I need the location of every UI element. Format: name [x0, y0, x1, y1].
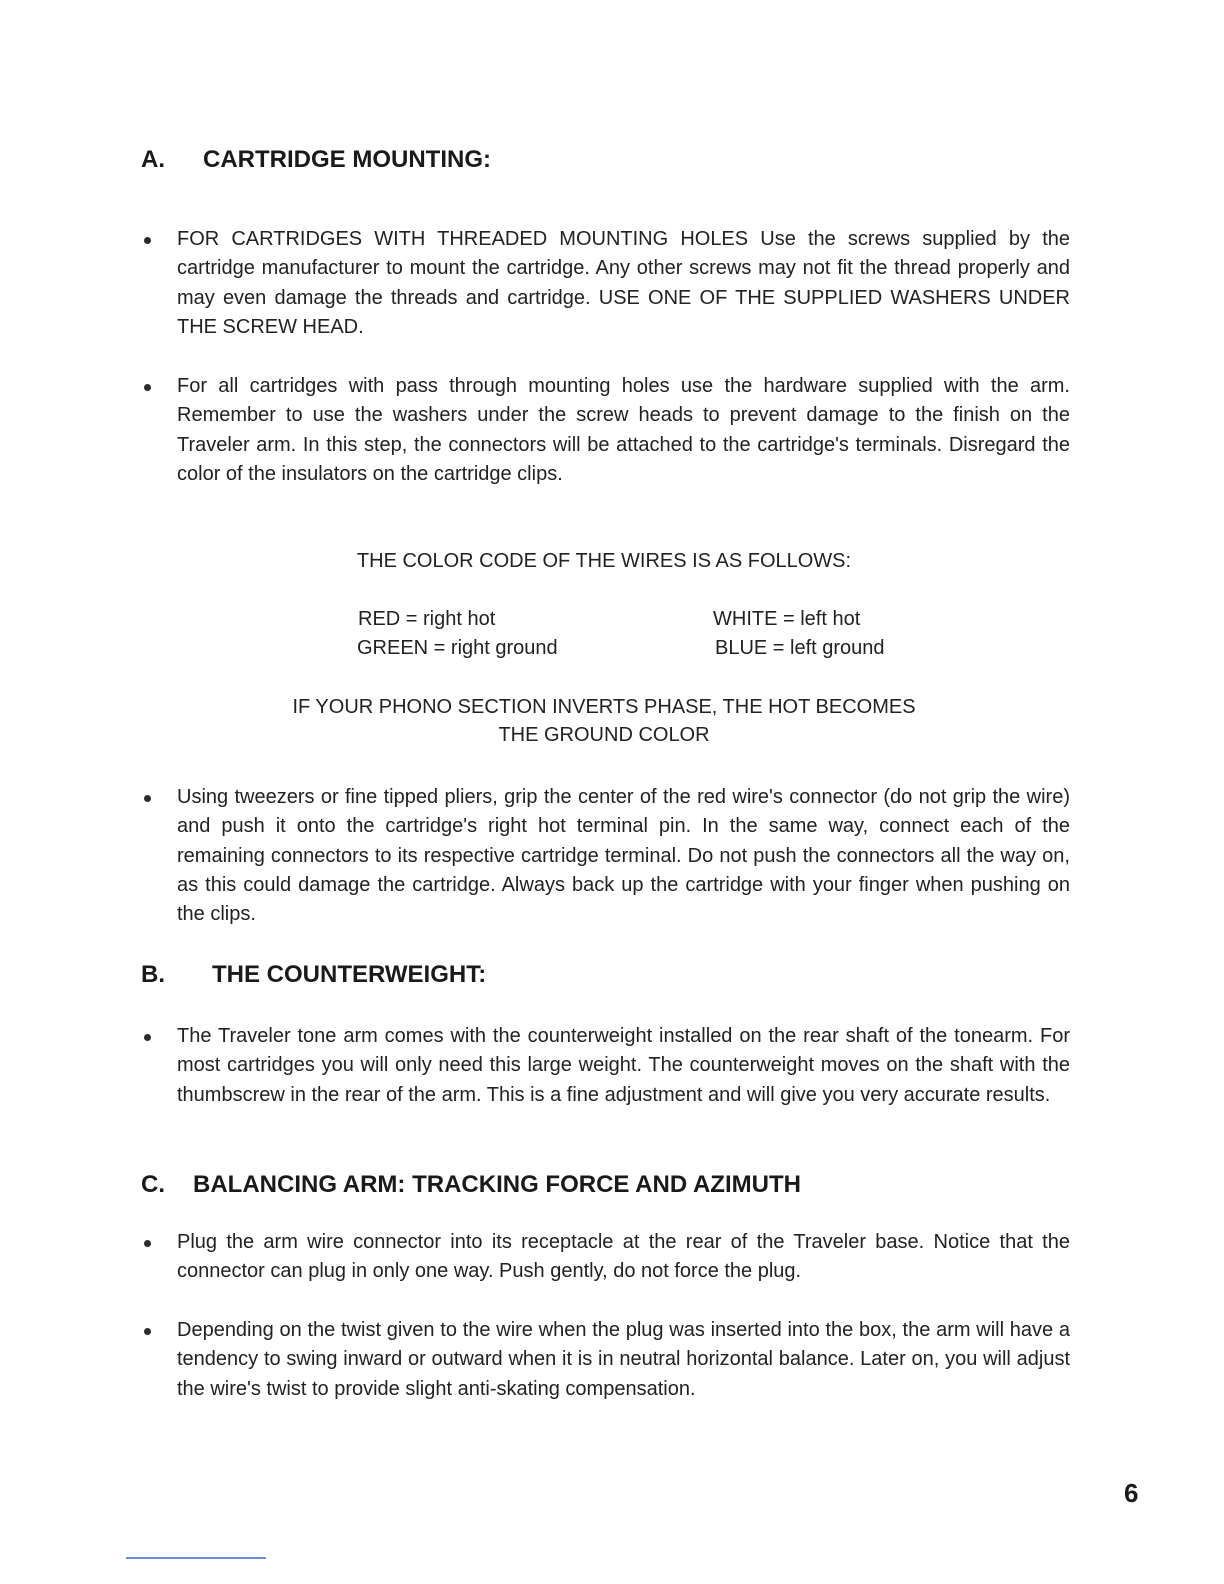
section-c-heading — [141, 1171, 801, 1199]
bullet-icon — [144, 1240, 151, 1247]
bullet-text: Using tweezers or fine tipped pliers, grip the center of the red wire's connector (do not grip the wire) and push it onto the cartridge's right hot terminal pin. In the same way, connect each of the remaining connectors to its respective cartridge terminal. Do not push the connectors all the way on, as this could damage the cartridge. Always back up the cartridge with your finger when pushing on the clips. — [177, 786, 1070, 926]
list-item — [140, 1022, 1070, 1142]
bullet-icon — [144, 1328, 151, 1335]
bullet-icon — [144, 1034, 151, 1041]
phase-note-line-2: THE GROUND COLOR — [498, 724, 710, 746]
section-b-heading — [141, 961, 486, 989]
section-b-title: THE COUNTERWEIGHT: — [212, 961, 487, 988]
list-item — [140, 372, 1070, 492]
bullet-text: Depending on the twist given to the wire when the plug was inserted into the box, the arm will have a tendency to swing inward or outward when it is in neutral horizontal balance. Later on, you will adjust the wire's twist to provide slight anti-skating compensation. — [177, 1319, 1070, 1400]
section-a-heading — [141, 146, 491, 174]
footer-rule — [126, 1557, 266, 1559]
phase-note-line-1: IF YOUR PHONO SECTION INVERTS PHASE, THE HOT BECOMES — [292, 696, 916, 718]
section-c-title: BALANCING ARM: TRACKING FORCE AND AZIMUTH — [193, 1171, 801, 1198]
color-code-heading: THE COLOR CODE OF THE WIRES IS AS FOLLOWS: — [356, 550, 852, 572]
section-a-letter: A. — [141, 146, 165, 173]
bullet-text: For all cartridges with pass through mounting holes use the hardware supplied with the arm. Remember to use the washers under the screw heads to prevent damage to the finish on the Traveler arm. In this step, the connectors will be attached to the cartridge's terminals. Disregard the color of the insulators on the cartridge clips. — [177, 375, 1070, 485]
color-code-blue: BLUE = left ground — [715, 637, 885, 659]
color-code-red: RED = right hot — [358, 608, 496, 630]
list-item — [140, 783, 1070, 933]
page-number: 6 — [1124, 1478, 1139, 1508]
bullet-icon — [144, 237, 151, 244]
bullet-text: Plug the arm wire connector into its receptacle at the rear of the Traveler base. Notice that the connector can plug in only one way. Push gently, do not force the plug. — [177, 1231, 1070, 1283]
list-item — [140, 1228, 1070, 1290]
color-code-green: GREEN = right ground — [357, 637, 558, 659]
bullet-text: The Traveler tone arm comes with the counterweight installed on the rear shaft of the tonearm. For most cartridges you will only need this large weight. The counterweight moves on the shaft with the thumbscrew in the rear of the arm. This is a fine adjustment and will give you very accurate results. — [177, 1025, 1070, 1106]
section-c-letter: C. — [141, 1171, 165, 1198]
bullet-icon — [144, 384, 151, 391]
list-item — [140, 225, 1070, 345]
bullet-text: FOR CARTRIDGES WITH THREADED MOUNTING HOLES Use the screws supplied by the cartridge manufacturer to mount the cartridge. Any other screws may not fit the thread properly and may even damage the threads and cartridge. USE ONE OF THE SUPPLIED WASHERS UNDER THE SCREW HEAD. — [177, 228, 1070, 338]
color-code-white: WHITE = left hot — [713, 608, 861, 630]
section-b-letter: B. — [141, 961, 165, 988]
list-item — [140, 1316, 1070, 1408]
bullet-icon — [144, 795, 151, 802]
section-a-title: CARTRIDGE MOUNTING: — [203, 146, 491, 173]
